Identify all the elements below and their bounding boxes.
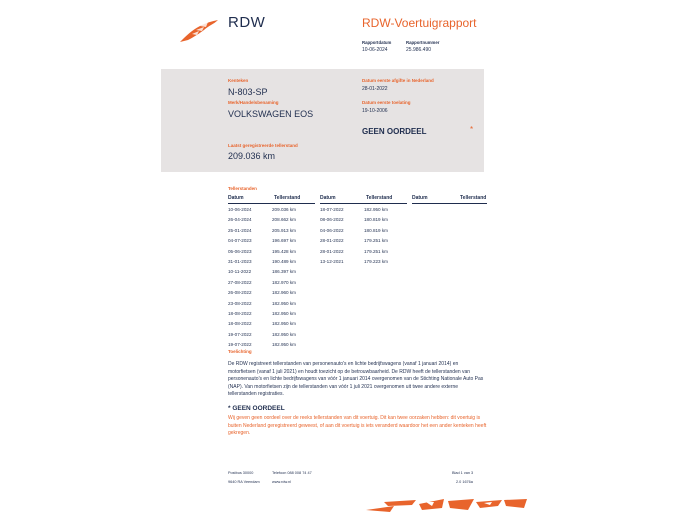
col1-km-header: Tellerstand — [274, 195, 301, 201]
geen-oordeel-heading: * GEEN OORDEEL — [228, 405, 285, 412]
row-km: 182.960 km — [272, 290, 297, 296]
col2-km-header: Tellerstand — [366, 195, 393, 201]
row-date: 08-06-2022 — [320, 217, 344, 223]
row-date: 04-06-2022 — [320, 227, 344, 233]
row-km: 182.970 km — [272, 279, 297, 285]
nl-date-value: 28-01-2022 — [362, 86, 388, 92]
row-km: 196.697 km — [272, 238, 297, 244]
row-km: 209.036 km — [272, 207, 297, 212]
rdw-logo-icon — [178, 18, 220, 49]
col2-divider — [320, 203, 407, 204]
col2-date-header: Datum — [320, 195, 336, 201]
footer-page: Blad 1 van 3 — [452, 471, 474, 475]
row-date: 10-11-2022 — [228, 269, 252, 275]
row-km: 179.251 km — [364, 238, 389, 244]
row-km: 182.950 km — [272, 300, 297, 306]
report-date-label: Rapportdatum — [362, 40, 392, 45]
row-km: 182.950 km — [272, 321, 297, 327]
verdict-asterisk: * — [470, 125, 474, 134]
row-km: 182.950 km — [272, 342, 297, 348]
toelichting-heading: Toelichting — [228, 349, 252, 354]
toelichting-text: De RDW registreert tellerstanden van personenauto's en lichte bedrijfswagens (vanaf 1 januari 2014) en motorfietsen (vanaf 1 juli 2021) en houdt toezicht op de betrouwbaarheid. De RDW heeft de tellerstanden van personenauto's en lichte bedrijfswagens van vóór 1 januari 2014 overgenomen van de Stichting Nationale Auto Pas (NAP). Van motorfietsen zijn de tellerstanden van vóór 1 juli 2021 overgenomen uit twee andere externe tellerstanden registraties. — [228, 361, 484, 398]
footer-phone: Telefoon 088 008 74 47 — [272, 471, 312, 475]
row-date: 19-07-2022 — [228, 331, 252, 337]
row-date: 28-01-2022 — [320, 238, 344, 244]
row-date: 26-08-2022 — [228, 290, 252, 296]
odometer-value: 209.036 km — [228, 151, 276, 161]
verdict: GEEN OORDEEL — [362, 127, 427, 136]
row-date: 19-07-2022 — [228, 342, 252, 348]
plate-value: N-803-SP — [228, 87, 268, 97]
footer-web[interactable]: www.rdw.nl — [272, 480, 291, 484]
row-km: 182.950 km — [364, 207, 389, 212]
footer-address-1: Postbus 30000 — [228, 471, 254, 475]
report-number: 25.986.490 — [406, 47, 432, 53]
row-date: 23-08-2022 — [228, 300, 252, 306]
row-km: 190.489 km — [272, 259, 297, 264]
row-date: 18-08-2022 — [228, 311, 252, 316]
row-km: 180.819 km — [364, 227, 389, 233]
row-date: 13-12-2021 — [320, 259, 344, 264]
geen-oordeel-text: Wij geven geen oordeel over de reeks tellerstanden van dit voertuig. Dit kan twee oorzaken hebben: dit voertuig is buiten Nederland geregistreerd geweest, of aan dit voertuig is iets veranderd waardoor het een ander kenteken heeft gekregen. — [228, 415, 487, 437]
row-date: 10-06-2024 — [228, 207, 252, 212]
make-label: Merk/Handelsbenaming — [228, 100, 279, 105]
report-title: RDW-Voertuigrapport — [362, 16, 477, 30]
row-km: 182.950 km — [272, 331, 297, 337]
row-km: 179.251 km — [364, 248, 389, 254]
make-value: VOLKSWAGEN EOS — [228, 109, 314, 119]
row-km: 208.662 km — [272, 217, 297, 223]
col1-divider — [228, 203, 315, 204]
row-date: 27-08-2022 — [228, 279, 252, 285]
row-date: 18-07-2022 — [320, 207, 344, 212]
row-date: 28-01-2022 — [320, 248, 344, 254]
odometer-label: Laatst geregistreerde tellerstand — [228, 143, 298, 148]
first-date-value: 19-10-2006 — [362, 108, 388, 114]
footer-address-2: 9640 RA Veendam — [228, 480, 260, 484]
row-date: 25-01-2024 — [228, 227, 252, 233]
row-km: 195.428 km — [272, 248, 297, 254]
footer-decoration-icon — [364, 496, 529, 519]
col3-km-header: Tellerstand — [460, 195, 487, 201]
row-km: 205.913 km — [272, 227, 297, 233]
footer-version: 2.0 1676a — [456, 480, 473, 484]
row-date: 31-01-2023 — [228, 259, 252, 264]
col3-divider — [412, 203, 487, 204]
row-date: 05-06-2023 — [228, 248, 252, 254]
row-km: 186.397 km — [272, 269, 297, 275]
row-km: 180.819 km — [364, 217, 389, 223]
vehicle-panel — [161, 69, 484, 172]
row-date: 18-08-2022 — [228, 321, 252, 327]
plate-label: Kenteken — [228, 78, 249, 83]
row-date: 04-07-2023 — [228, 238, 252, 244]
row-km: 182.950 km — [272, 311, 297, 316]
brand-name: RDW — [228, 14, 266, 31]
report-number-label: Rapportnummer — [406, 40, 440, 45]
nl-date-label: Datum eerste afgifte in Nederland — [362, 78, 434, 83]
col3-date-header: Datum — [412, 195, 428, 201]
tellerstanden-heading: Tellerstanden — [228, 186, 257, 191]
report-date: 10-06-2024 — [362, 47, 388, 53]
col1-date-header: Datum — [228, 195, 244, 201]
row-date: 26-04-2024 — [228, 217, 252, 223]
row-km: 179.223 km — [364, 259, 389, 264]
first-date-label: Datum eerste toelating — [362, 100, 411, 105]
